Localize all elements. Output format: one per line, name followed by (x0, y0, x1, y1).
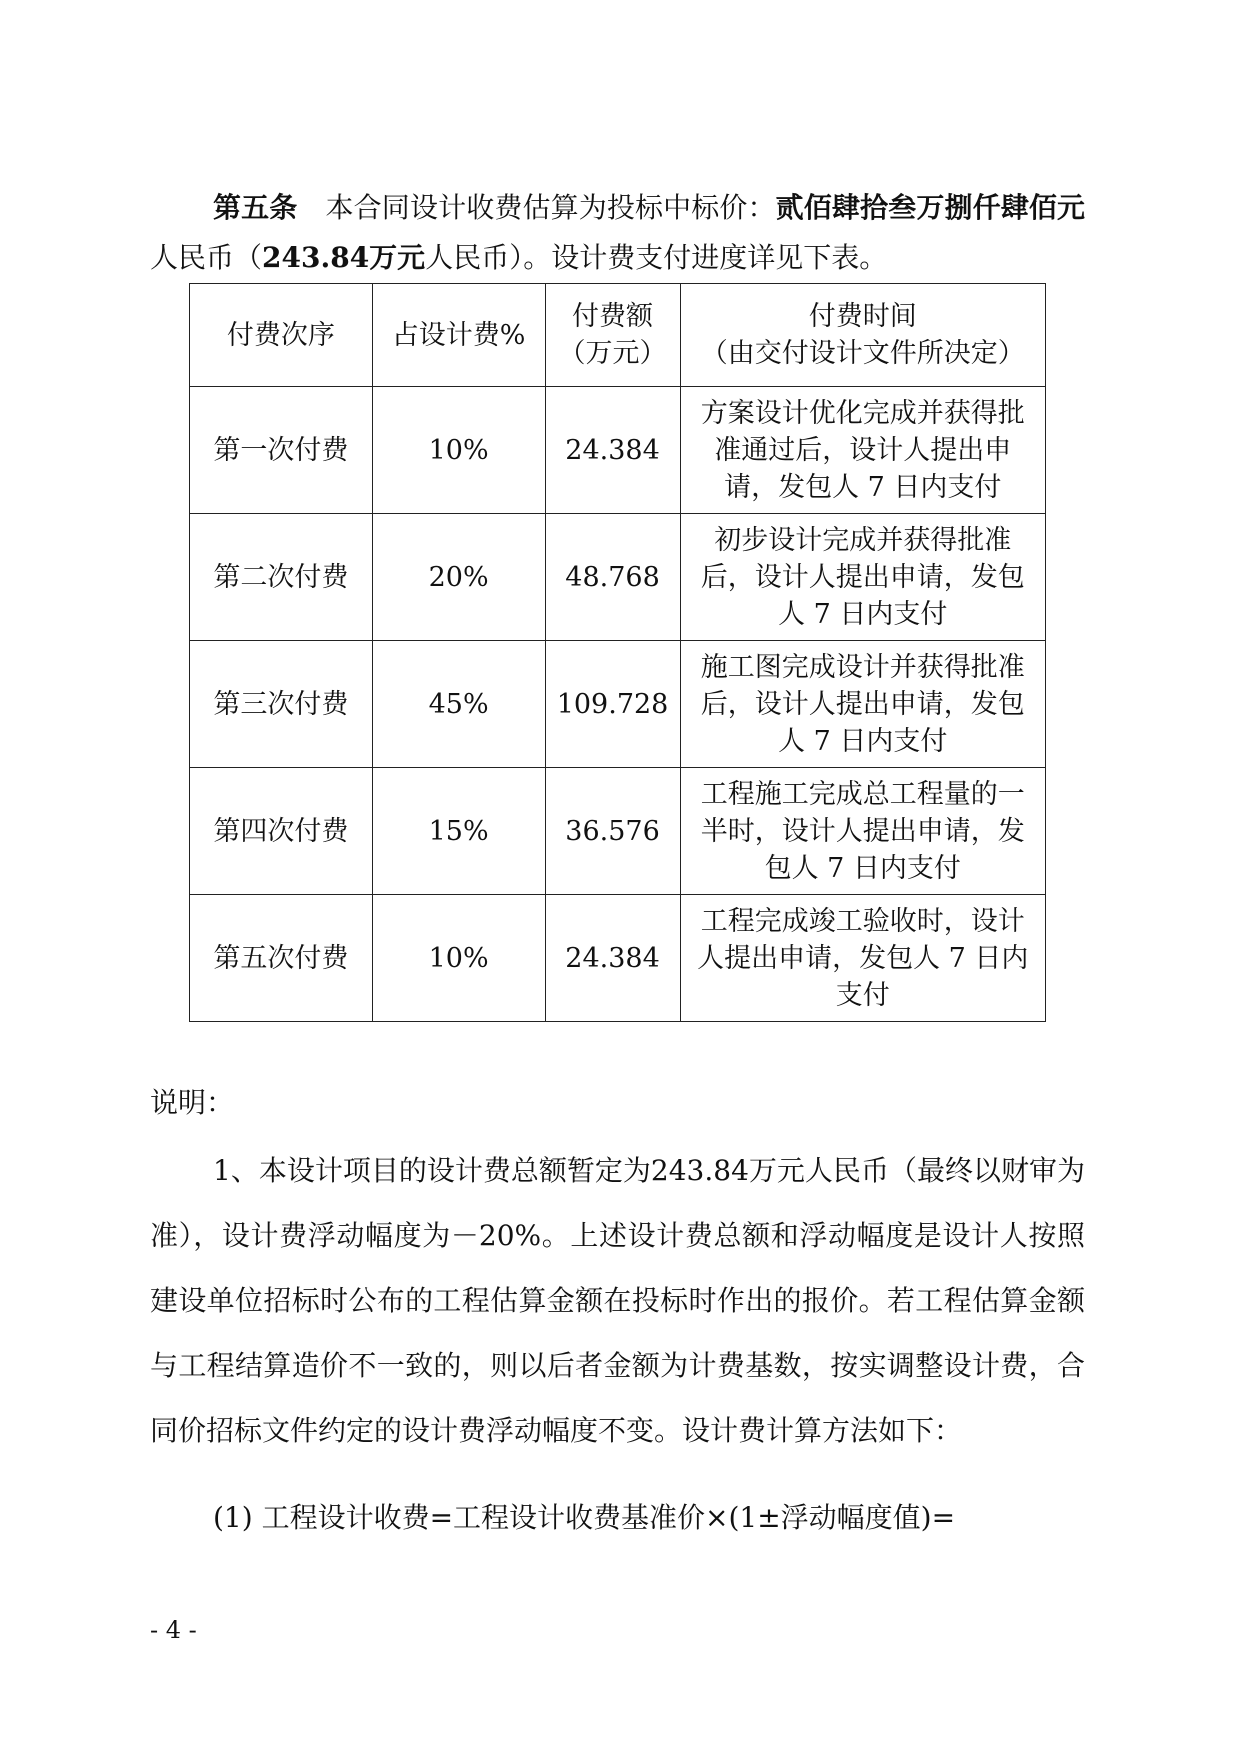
cell-time: 工程完成竣工验收时，设计人提出申请，发包人 7 日内支付 (680, 895, 1045, 1022)
notes-item-1: 1、本设计项目的设计费总额暂定为243.84万元人民币（最终以财审为准），设计费浮动幅度为－20%。上述设计费总额和浮动幅度是设计人按照建设单位招标时公布的工程估算金额在投标时作出的报价。若工程估算金额与工程结算造价不一致的，则以后者金额为计费基数，按实调整设计费，合同价招标文件约定的设计费浮动幅度不变。设计费计算方法如下： (150, 1154, 1085, 1447)
cell-percent: 20% (372, 514, 545, 641)
header-time (680, 284, 1045, 387)
clause-amount-number: 243.84万元 (262, 241, 426, 274)
table-row (190, 514, 1046, 641)
header-time-line1: 付费时间 (808, 301, 917, 332)
cell-order: 第三次付费 (190, 641, 373, 768)
cell-order: 第一次付费 (190, 387, 373, 514)
cell-percent: 10% (372, 387, 545, 514)
table-header-row (190, 284, 1046, 387)
clause-text-before: 本合同设计收费估算为投标中标价： (325, 191, 776, 224)
header-percent: 占设计费% (372, 284, 545, 387)
cell-amount: 109.728 (545, 641, 680, 768)
cell-time: 工程施工完成总工程量的一半时，设计人提出申请，发包人 7 日内支付 (680, 768, 1045, 895)
cell-percent: 15% (372, 768, 545, 895)
header-time-line2: （由交付设计文件所决定） (700, 338, 1025, 369)
header-amount-line1: 付费额 (572, 301, 654, 332)
cell-order: 第四次付费 (190, 768, 373, 895)
cell-order: 第五次付费 (190, 895, 373, 1022)
header-order: 付费次序 (190, 284, 373, 387)
clause-text-mid: 人民币（ (150, 241, 263, 274)
cell-time: 施工图完成设计并获得批准后，设计人提出申请，发包人 7 日内支付 (680, 641, 1045, 768)
cell-amount: 24.384 (545, 387, 680, 514)
clause-number: 第五条 (213, 191, 298, 224)
table-row (190, 641, 1046, 768)
fee-formula: (1) 工程设计收费=工程设计收费基准价×(1±浮动幅度值)= (213, 1501, 956, 1534)
clause-amount-words: 贰佰肆拾叁万捌仟肆佰元 (775, 191, 1085, 224)
cell-amount: 36.576 (545, 768, 680, 895)
table-row (190, 895, 1046, 1022)
cell-amount: 24.384 (545, 895, 680, 1022)
cell-percent: 45% (372, 641, 545, 768)
payment-schedule-table (189, 283, 1046, 1022)
cell-percent: 10% (372, 895, 545, 1022)
clause-five-paragraph (150, 183, 1085, 283)
header-amount-line2: （万元） (558, 338, 667, 369)
cell-order: 第二次付费 (190, 514, 373, 641)
table-row (190, 387, 1046, 514)
notes-label: 说明： (150, 1086, 235, 1119)
clause-text-after: 人民币）。设计费支付进度详见下表。 (425, 241, 888, 274)
clause-gap (297, 191, 325, 224)
cell-time: 方案设计优化完成并获得批准通过后，设计人提出申请，发包人 7 日内支付 (680, 387, 1045, 514)
page-number: - 4 - (150, 1616, 197, 1644)
header-amount (545, 284, 680, 387)
cell-time: 初步设计完成并获得批准后，设计人提出申请，发包人 7 日内支付 (680, 514, 1045, 641)
cell-amount: 48.768 (545, 514, 680, 641)
table-row (190, 768, 1046, 895)
